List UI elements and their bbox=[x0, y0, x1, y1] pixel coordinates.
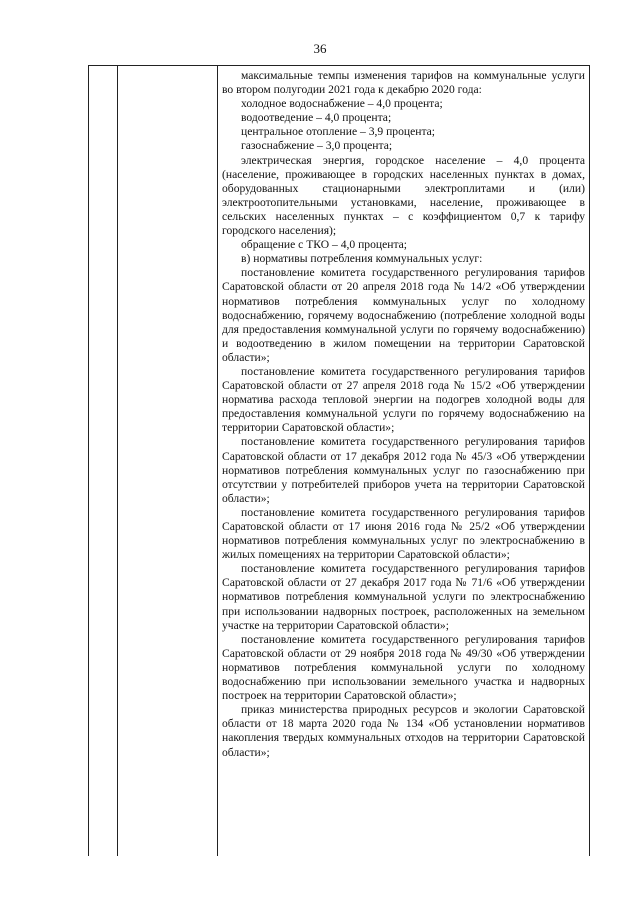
paragraph: постановление комитета государственного регулирования тарифов Саратовской области от 20 апреля 2018 года № 14/2 «Об утверждении нормативов потребления коммунальных услуг по холодному водоснабжению, горячему водоснабжению (потребление холодной воды для предоставления коммунальной услуги по горячему водоснабжению) и водоотведению в жилом помещении на территории Саратовской области»; bbox=[222, 266, 585, 364]
paragraph: постановление комитета государственного регулирования тарифов Саратовской области от 29 ноября 2018 года № 49/30 «Об утверждении нормативов потребления коммунальной услуги по холодному водоснабжению при использовании земельного участка и надворных построек на территории Саратовской области»; bbox=[222, 632, 585, 703]
paragraph: водоотведение – 4,0 процента; bbox=[241, 111, 392, 125]
paragraph: постановление комитета государственного регулирования тарифов Саратовской области от 27 апреля 2018 года № 15/2 «Об утверждении норматива расхода тепловой энергии на подогрев холодной воды для предоставления коммунальной услуги по горячему водоснабжению на территории Саратовской области»; bbox=[222, 364, 585, 435]
paragraph: приказ министерства природных ресурсов и экологии Саратовской области от 18 марта 2020 года № 134 «Об установлении нормативов накопления твердых коммунальных отходов на территории Саратовской области»; bbox=[222, 703, 585, 759]
paragraph: постановление комитета государственного регулирования тарифов Саратовской области от 17 декабря 2012 года № 45/3 «Об утверждении нормативов потребления коммунальных услуг по газоснабжению при отсутствии у потребителей приборов учета на территории Саратовской области»; bbox=[222, 435, 585, 505]
column-divider-1 bbox=[117, 66, 118, 856]
paragraph: газоснабжение – 3,0 процента; bbox=[241, 139, 393, 153]
paragraph: максимальные темпы изменения тарифов на коммунальные услуги во втором полугодии 2021 года к декабрю 2020 года: bbox=[222, 69, 585, 97]
column-divider-2 bbox=[217, 66, 218, 856]
paragraph: в) нормативы потребления коммунальных услуг: bbox=[241, 252, 483, 266]
table-cell-content bbox=[222, 69, 585, 760]
page-number: 36 bbox=[313, 41, 327, 56]
paragraph: постановление комитета государственного регулирования тарифов Саратовской области от 27 декабря 2017 года № 71/6 «Об утверждении нормативов потребления коммунальной услуги по электроснабжению при использовании надворных построек, расположенных на земельном участке на территории Саратовской области»; bbox=[222, 562, 585, 632]
paragraph: центральное отопление – 3,9 процента; bbox=[241, 125, 436, 139]
paragraph: обращение с ТКО – 4,0 процента; bbox=[241, 238, 408, 252]
paragraph: электрическая энергия, городское население – 4,0 процента (население, проживающее в городских населенных пунктах в домах, оборудованных стационарными электроплитами и (или) электроотопительными установками, население, проживающее в сельских населенных пунктах – с коэффициентом 0,7 к тарифу городского населения); bbox=[222, 153, 585, 238]
paragraph: постановление комитета государственного регулирования тарифов Саратовской области от 17 июня 2016 года № 25/2 «Об утверждении нормативов потребления коммунальных услуг по электроснабжению в жилых помещениях на территории Саратовской области»; bbox=[222, 505, 585, 562]
paragraph: холодное водоснабжение – 4,0 процента; bbox=[241, 97, 443, 111]
document-table bbox=[88, 65, 590, 856]
